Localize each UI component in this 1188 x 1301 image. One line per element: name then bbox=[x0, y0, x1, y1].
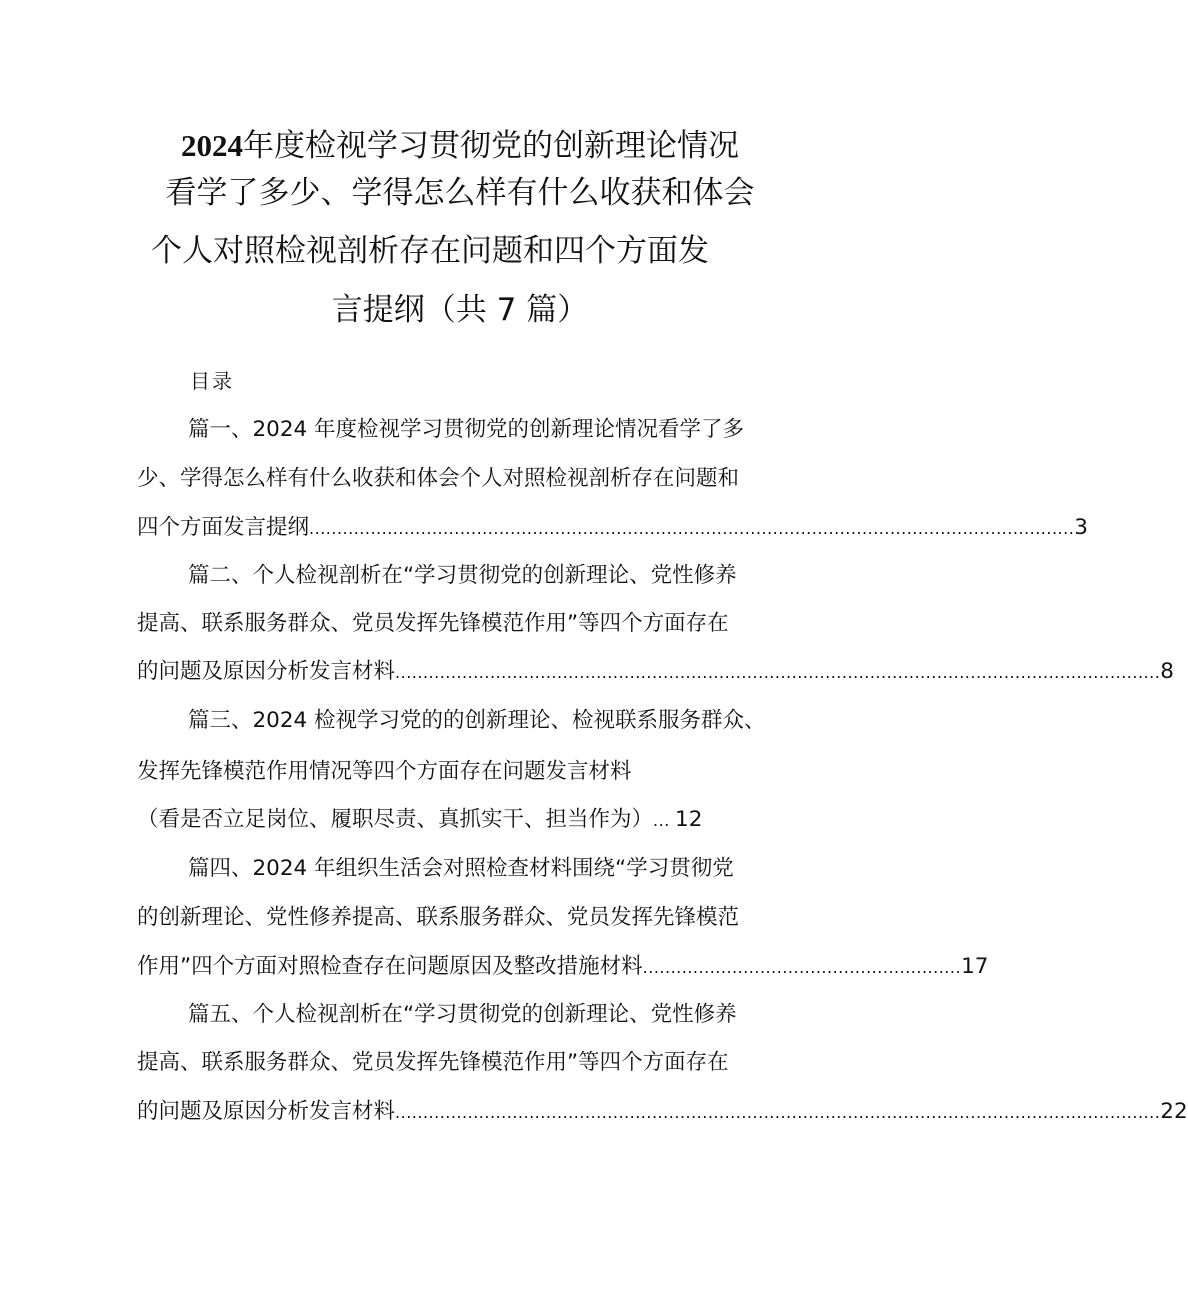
toc-entry-2-page: 8 bbox=[1160, 659, 1174, 684]
toc-entry-4-line-1[interactable]: 篇四、2024 年组织生活会对照检查材料围绕“学习贯彻党 bbox=[188, 856, 734, 881]
toc-entry-1-text: 四个方面发言提纲 bbox=[137, 515, 310, 540]
title-line-1-text: 年度检视学习贯彻党的创新理论情况 bbox=[243, 128, 739, 164]
toc-entry-3-page: 12 bbox=[675, 807, 703, 832]
toc-entry-5-text: 的问题及原因分析发言材料 bbox=[137, 1099, 396, 1124]
toc-entry-1-leader: ......................................................................................................................................... bbox=[309, 519, 1075, 538]
toc-entry-4-line-3[interactable] bbox=[137, 953, 989, 982]
toc-entry-1-page: 3 bbox=[1074, 515, 1088, 540]
document-title-line-1 bbox=[0, 126, 920, 166]
toc-entry-5-line-3[interactable] bbox=[137, 1098, 1188, 1127]
document-title-line-4: 言提纲（共 7 篇） bbox=[331, 292, 589, 328]
toc-entry-2-leader: ......................................................................................................................................... bbox=[395, 663, 1161, 682]
toc-entry-4-page: 17 bbox=[961, 954, 989, 979]
toc-entry-3-line-1[interactable]: 篇三、2024 检视学习党的的创新理论、检视联系服务群众、 bbox=[188, 708, 766, 733]
toc-entry-5-line-2[interactable]: 提高、联系服务群众、党员发挥先锋模范作用”等四个方面存在 bbox=[137, 1050, 729, 1075]
toc-entry-3-leader: ... bbox=[653, 811, 670, 830]
toc-entry-3-text: （看是否立足岗位、履职尽责、真抓实干、担当作为） bbox=[137, 807, 654, 832]
toc-entry-4-leader: ......................................................... bbox=[642, 958, 962, 977]
toc-entry-1-line-2[interactable]: 少、学得怎么样有什么收获和体会个人对照检视剖析存在问题和 bbox=[137, 466, 740, 491]
toc-entry-5-page: 22 bbox=[1160, 1099, 1188, 1124]
document-title-line-2: 看学了多少、学得怎么样有什么收获和体会 bbox=[165, 175, 755, 211]
toc-entry-2-line-2[interactable]: 提高、联系服务群众、党员发挥先锋模范作用”等四个方面存在 bbox=[137, 611, 729, 636]
toc-entry-1-line-1[interactable]: 篇一、2024 年度检视学习贯彻党的创新理论情况看学了多 bbox=[188, 417, 745, 442]
toc-entry-2-line-3[interactable] bbox=[137, 658, 1174, 687]
toc-entry-2-text: 的问题及原因分析发言材料 bbox=[137, 659, 396, 684]
toc-entry-3-line-3[interactable] bbox=[137, 806, 737, 835]
toc-entry-5-line-1[interactable]: 篇五、个人检视剖析在“学习贯彻党的创新理论、党性修养 bbox=[188, 1002, 737, 1027]
toc-entry-2-line-1[interactable]: 篇二、个人检视剖析在“学习贯彻党的创新理论、党性修养 bbox=[188, 563, 737, 588]
title-year: 2024 bbox=[181, 128, 243, 163]
toc-entry-5-leader: ......................................................................................................................................... bbox=[395, 1103, 1161, 1122]
toc-entry-4-line-2[interactable]: 的创新理论、党性修养提高、联系服务群众、党员发挥先锋模范 bbox=[137, 905, 740, 930]
toc-entry-3-line-2[interactable]: 发挥先锋模范作用情况等四个方面存在问题发言材料 bbox=[137, 759, 632, 784]
document-title-line-3: 个人对照检视剖析存在问题和四个方面发 bbox=[151, 233, 709, 269]
toc-entry-1-line-3[interactable] bbox=[137, 514, 1088, 543]
toc-entry-4-text: 作用”四个方面对照检查存在问题原因及整改措施材料 bbox=[137, 954, 643, 979]
toc-heading: 目录 bbox=[190, 369, 234, 393]
